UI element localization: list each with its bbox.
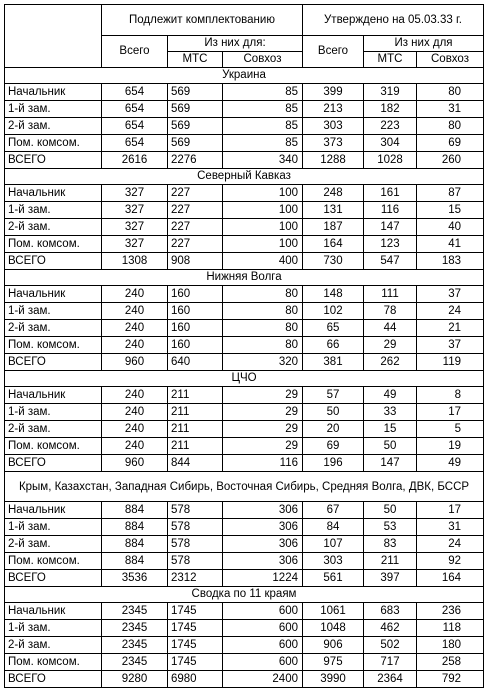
position-label: 1-й зам. bbox=[5, 620, 102, 637]
position-label: 2-й зам. bbox=[5, 536, 102, 553]
cell-approved-sovkhoz: 118 bbox=[417, 620, 484, 637]
cell-planned-sovkhoz: 29 bbox=[223, 387, 303, 404]
cell-approved-mts: 182 bbox=[364, 101, 417, 118]
position-label: 2-й зам. bbox=[5, 219, 102, 236]
cell-planned-mts: 578 bbox=[168, 536, 223, 553]
cell-approved-mts: 397 bbox=[364, 570, 417, 587]
cell-approved-total: 303 bbox=[303, 118, 364, 135]
region-header-row bbox=[5, 270, 484, 286]
cell-approved-mts: 147 bbox=[364, 219, 417, 236]
cell-approved-total: 164 bbox=[303, 236, 364, 253]
cell-planned-sovkhoz: 1224 bbox=[223, 570, 303, 587]
cell-approved-total: 65 bbox=[303, 320, 364, 337]
cell-approved-total: 303 bbox=[303, 553, 364, 570]
cell-approved-sovkhoz: 40 bbox=[417, 219, 484, 236]
position-label: Начальник bbox=[5, 185, 102, 202]
cell-approved-total: 373 bbox=[303, 135, 364, 152]
cell-planned-total: 240 bbox=[102, 303, 168, 320]
table-row bbox=[5, 320, 484, 337]
position-label: Пом. комсом. bbox=[5, 438, 102, 455]
cell-planned-mts: 844 bbox=[168, 455, 223, 472]
cell-approved-mts: 147 bbox=[364, 455, 417, 472]
cell-approved-sovkhoz: 24 bbox=[417, 303, 484, 320]
table-row bbox=[5, 152, 484, 169]
cell-approved-total: 906 bbox=[303, 637, 364, 654]
cell-planned-sovkhoz: 320 bbox=[223, 354, 303, 371]
cell-approved-total: 67 bbox=[303, 502, 364, 519]
cell-planned-sovkhoz: 85 bbox=[223, 135, 303, 152]
cell-planned-total: 884 bbox=[102, 536, 168, 553]
cell-planned-total: 240 bbox=[102, 387, 168, 404]
cell-planned-total: 3536 bbox=[102, 570, 168, 587]
cell-planned-sovkhoz: 306 bbox=[223, 536, 303, 553]
table-row bbox=[5, 637, 484, 654]
cell-planned-total: 654 bbox=[102, 135, 168, 152]
cell-approved-total: 20 bbox=[303, 421, 364, 438]
cell-planned-mts: 211 bbox=[168, 438, 223, 455]
cell-approved-mts: 33 bbox=[364, 404, 417, 421]
cell-planned-sovkhoz: 2400 bbox=[223, 671, 303, 688]
cell-planned-mts: 569 bbox=[168, 118, 223, 135]
table-row bbox=[5, 603, 484, 620]
cell-planned-sovkhoz: 116 bbox=[223, 455, 303, 472]
cell-planned-sovkhoz: 29 bbox=[223, 438, 303, 455]
cell-planned-mts: 211 bbox=[168, 421, 223, 438]
cell-approved-sovkhoz: 5 bbox=[417, 421, 484, 438]
cell-approved-sovkhoz: 49 bbox=[417, 455, 484, 472]
cell-approved-mts: 50 bbox=[364, 502, 417, 519]
cell-planned-total: 2345 bbox=[102, 637, 168, 654]
cell-planned-mts: 2312 bbox=[168, 570, 223, 587]
cell-planned-total: 240 bbox=[102, 337, 168, 354]
cell-approved-sovkhoz: 19 bbox=[417, 438, 484, 455]
cell-planned-sovkhoz: 80 bbox=[223, 303, 303, 320]
cell-approved-mts: 116 bbox=[364, 202, 417, 219]
cell-approved-total: 248 bbox=[303, 185, 364, 202]
cell-planned-total: 9280 bbox=[102, 671, 168, 688]
table-row bbox=[5, 455, 484, 472]
cell-approved-sovkhoz: 80 bbox=[417, 118, 484, 135]
cell-approved-mts: 83 bbox=[364, 536, 417, 553]
header-corner bbox=[5, 5, 102, 68]
cell-planned-total: 240 bbox=[102, 286, 168, 303]
cell-approved-mts: 44 bbox=[364, 320, 417, 337]
table-row bbox=[5, 253, 484, 270]
cell-planned-mts: 160 bbox=[168, 320, 223, 337]
cell-planned-mts: 578 bbox=[168, 519, 223, 536]
cell-planned-sovkhoz: 306 bbox=[223, 553, 303, 570]
cell-approved-mts: 304 bbox=[364, 135, 417, 152]
cell-approved-mts: 462 bbox=[364, 620, 417, 637]
position-label: 1-й зам. bbox=[5, 202, 102, 219]
header-planned-total: Всего bbox=[102, 36, 168, 68]
header-planned-sovkhoz: Совхоз bbox=[223, 52, 303, 68]
table-row bbox=[5, 202, 484, 219]
cell-planned-total: 2345 bbox=[102, 603, 168, 620]
cell-approved-mts: 502 bbox=[364, 637, 417, 654]
cell-planned-sovkhoz: 80 bbox=[223, 337, 303, 354]
cell-planned-total: 2616 bbox=[102, 152, 168, 169]
cell-planned-total: 240 bbox=[102, 320, 168, 337]
position-label: Начальник bbox=[5, 84, 102, 101]
table-row bbox=[5, 286, 484, 303]
position-label: 1-й зам. bbox=[5, 101, 102, 118]
cell-planned-sovkhoz: 85 bbox=[223, 84, 303, 101]
position-label: Начальник bbox=[5, 603, 102, 620]
cell-approved-mts: 15 bbox=[364, 421, 417, 438]
cell-planned-mts: 227 bbox=[168, 236, 223, 253]
cell-approved-sovkhoz: 180 bbox=[417, 637, 484, 654]
cell-planned-sovkhoz: 600 bbox=[223, 637, 303, 654]
cell-planned-mts: 160 bbox=[168, 286, 223, 303]
cell-approved-sovkhoz: 164 bbox=[417, 570, 484, 587]
position-label: 2-й зам. bbox=[5, 637, 102, 654]
table-row bbox=[5, 118, 484, 135]
region-name: Украина bbox=[5, 68, 484, 84]
cell-planned-mts: 2276 bbox=[168, 152, 223, 169]
cell-planned-sovkhoz: 29 bbox=[223, 421, 303, 438]
region-header-row bbox=[5, 169, 484, 185]
cell-approved-total: 399 bbox=[303, 84, 364, 101]
cell-approved-mts: 683 bbox=[364, 603, 417, 620]
cell-planned-total: 2345 bbox=[102, 620, 168, 637]
region-name: Крым, Казахстан, Западная Сибирь, Восточная Сибирь, Средняя Волга, ДВК, БССР bbox=[5, 472, 484, 502]
cell-approved-total: 187 bbox=[303, 219, 364, 236]
cell-planned-sovkhoz: 600 bbox=[223, 620, 303, 637]
cell-planned-mts: 578 bbox=[168, 553, 223, 570]
cell-approved-mts: 111 bbox=[364, 286, 417, 303]
cell-approved-mts: 262 bbox=[364, 354, 417, 371]
cell-approved-total: 131 bbox=[303, 202, 364, 219]
cell-planned-total: 327 bbox=[102, 185, 168, 202]
cell-approved-sovkhoz: 37 bbox=[417, 286, 484, 303]
table-row bbox=[5, 337, 484, 354]
cell-planned-sovkhoz: 80 bbox=[223, 320, 303, 337]
cell-planned-sovkhoz: 100 bbox=[223, 219, 303, 236]
cell-approved-mts: 50 bbox=[364, 438, 417, 455]
staffing-table bbox=[4, 4, 484, 688]
cell-planned-sovkhoz: 400 bbox=[223, 253, 303, 270]
cell-approved-mts: 1028 bbox=[364, 152, 417, 169]
cell-planned-mts: 908 bbox=[168, 253, 223, 270]
region-name: Северный Кавказ bbox=[5, 169, 484, 185]
cell-planned-total: 2345 bbox=[102, 654, 168, 671]
position-label: ВСЕГО bbox=[5, 253, 102, 270]
cell-planned-mts: 227 bbox=[168, 202, 223, 219]
header-approved-mts: МТС bbox=[364, 52, 417, 68]
cell-approved-sovkhoz: 21 bbox=[417, 320, 484, 337]
cell-approved-mts: 717 bbox=[364, 654, 417, 671]
cell-approved-mts: 223 bbox=[364, 118, 417, 135]
cell-approved-sovkhoz: 87 bbox=[417, 185, 484, 202]
region-name: Нижняя Волга bbox=[5, 270, 484, 286]
cell-planned-total: 240 bbox=[102, 404, 168, 421]
cell-approved-sovkhoz: 41 bbox=[417, 236, 484, 253]
cell-approved-total: 69 bbox=[303, 438, 364, 455]
cell-planned-sovkhoz: 306 bbox=[223, 519, 303, 536]
cell-approved-total: 381 bbox=[303, 354, 364, 371]
cell-approved-mts: 78 bbox=[364, 303, 417, 320]
cell-approved-sovkhoz: 236 bbox=[417, 603, 484, 620]
header-planned-mts: МТС bbox=[168, 52, 223, 68]
cell-approved-total: 730 bbox=[303, 253, 364, 270]
position-label: 1-й зам. bbox=[5, 404, 102, 421]
cell-planned-total: 884 bbox=[102, 553, 168, 570]
cell-planned-sovkhoz: 600 bbox=[223, 654, 303, 671]
cell-planned-mts: 569 bbox=[168, 135, 223, 152]
cell-approved-mts: 161 bbox=[364, 185, 417, 202]
cell-planned-mts: 578 bbox=[168, 502, 223, 519]
cell-approved-mts: 123 bbox=[364, 236, 417, 253]
cell-planned-sovkhoz: 85 bbox=[223, 118, 303, 135]
table-row bbox=[5, 671, 484, 688]
cell-approved-sovkhoz: 69 bbox=[417, 135, 484, 152]
cell-planned-mts: 160 bbox=[168, 303, 223, 320]
position-label: Пом. комсом. bbox=[5, 337, 102, 354]
region-name: ЦЧО bbox=[5, 371, 484, 387]
cell-approved-sovkhoz: 15 bbox=[417, 202, 484, 219]
cell-planned-sovkhoz: 600 bbox=[223, 603, 303, 620]
cell-planned-sovkhoz: 85 bbox=[223, 101, 303, 118]
cell-approved-sovkhoz: 119 bbox=[417, 354, 484, 371]
cell-planned-mts: 569 bbox=[168, 101, 223, 118]
cell-approved-sovkhoz: 8 bbox=[417, 387, 484, 404]
cell-approved-total: 148 bbox=[303, 286, 364, 303]
table-row bbox=[5, 536, 484, 553]
cell-approved-mts: 547 bbox=[364, 253, 417, 270]
table-row bbox=[5, 236, 484, 253]
position-label: Пом. комсом. bbox=[5, 553, 102, 570]
cell-approved-sovkhoz: 17 bbox=[417, 404, 484, 421]
cell-approved-sovkhoz: 92 bbox=[417, 553, 484, 570]
cell-planned-total: 240 bbox=[102, 421, 168, 438]
cell-approved-mts: 29 bbox=[364, 337, 417, 354]
cell-planned-mts: 1745 bbox=[168, 620, 223, 637]
header-approved: Утверждено на 05.03.33 г. bbox=[303, 5, 484, 36]
cell-approved-sovkhoz: 183 bbox=[417, 253, 484, 270]
position-label: ВСЕГО bbox=[5, 570, 102, 587]
position-label: Начальник bbox=[5, 286, 102, 303]
cell-approved-sovkhoz: 31 bbox=[417, 101, 484, 118]
cell-approved-sovkhoz: 792 bbox=[417, 671, 484, 688]
cell-planned-mts: 211 bbox=[168, 387, 223, 404]
cell-planned-total: 884 bbox=[102, 502, 168, 519]
cell-approved-sovkhoz: 260 bbox=[417, 152, 484, 169]
cell-approved-total: 102 bbox=[303, 303, 364, 320]
cell-planned-mts: 1745 bbox=[168, 603, 223, 620]
region-name: Сводка по 11 краям bbox=[5, 587, 484, 603]
cell-approved-mts: 319 bbox=[364, 84, 417, 101]
table-row bbox=[5, 570, 484, 587]
region-header-row bbox=[5, 472, 484, 502]
table-row bbox=[5, 354, 484, 371]
cell-approved-total: 213 bbox=[303, 101, 364, 118]
cell-planned-total: 654 bbox=[102, 84, 168, 101]
cell-planned-total: 960 bbox=[102, 455, 168, 472]
cell-planned-total: 1308 bbox=[102, 253, 168, 270]
position-label: 2-й зам. bbox=[5, 320, 102, 337]
cell-approved-total: 975 bbox=[303, 654, 364, 671]
cell-planned-sovkhoz: 80 bbox=[223, 286, 303, 303]
cell-approved-total: 50 bbox=[303, 404, 364, 421]
table-row bbox=[5, 101, 484, 118]
cell-planned-sovkhoz: 340 bbox=[223, 152, 303, 169]
table-row bbox=[5, 502, 484, 519]
cell-planned-mts: 640 bbox=[168, 354, 223, 371]
position-label: 1-й зам. bbox=[5, 303, 102, 320]
cell-approved-total: 3990 bbox=[303, 671, 364, 688]
cell-approved-sovkhoz: 80 bbox=[417, 84, 484, 101]
cell-planned-total: 884 bbox=[102, 519, 168, 536]
cell-planned-total: 240 bbox=[102, 438, 168, 455]
table-row bbox=[5, 654, 484, 671]
cell-approved-sovkhoz: 24 bbox=[417, 536, 484, 553]
cell-planned-mts: 1745 bbox=[168, 654, 223, 671]
cell-approved-total: 84 bbox=[303, 519, 364, 536]
header-approved-total: Всего bbox=[303, 36, 364, 68]
table-row bbox=[5, 135, 484, 152]
table-row bbox=[5, 421, 484, 438]
header-approved-sovkhoz: Совхоз bbox=[417, 52, 484, 68]
cell-planned-mts: 1745 bbox=[168, 637, 223, 654]
table-row bbox=[5, 620, 484, 637]
position-label: Начальник bbox=[5, 502, 102, 519]
region-header-row bbox=[5, 68, 484, 84]
cell-planned-total: 654 bbox=[102, 118, 168, 135]
position-label: Пом. комсом. bbox=[5, 654, 102, 671]
table-row bbox=[5, 303, 484, 320]
header-planned-of-them: Из них для: bbox=[168, 36, 303, 52]
cell-planned-mts: 6980 bbox=[168, 671, 223, 688]
cell-planned-mts: 227 bbox=[168, 185, 223, 202]
position-label: Пом. комсом. bbox=[5, 236, 102, 253]
header-approved-of-them: Из них для bbox=[364, 36, 484, 52]
table-row bbox=[5, 185, 484, 202]
cell-approved-sovkhoz: 37 bbox=[417, 337, 484, 354]
cell-planned-mts: 211 bbox=[168, 404, 223, 421]
cell-approved-total: 57 bbox=[303, 387, 364, 404]
header-planned: Подлежит комплектованию bbox=[102, 5, 303, 36]
cell-approved-total: 1048 bbox=[303, 620, 364, 637]
table-row bbox=[5, 387, 484, 404]
cell-approved-total: 1288 bbox=[303, 152, 364, 169]
position-label: 2-й зам. bbox=[5, 118, 102, 135]
cell-planned-total: 327 bbox=[102, 219, 168, 236]
table-body bbox=[5, 68, 484, 688]
cell-planned-sovkhoz: 29 bbox=[223, 404, 303, 421]
position-label: Начальник bbox=[5, 387, 102, 404]
cell-approved-total: 561 bbox=[303, 570, 364, 587]
cell-approved-total: 196 bbox=[303, 455, 364, 472]
cell-approved-total: 66 bbox=[303, 337, 364, 354]
position-label: 1-й зам. bbox=[5, 519, 102, 536]
cell-planned-mts: 569 bbox=[168, 84, 223, 101]
cell-planned-sovkhoz: 100 bbox=[223, 202, 303, 219]
cell-approved-mts: 211 bbox=[364, 553, 417, 570]
table-row bbox=[5, 84, 484, 101]
table-row bbox=[5, 219, 484, 236]
table-row bbox=[5, 438, 484, 455]
cell-approved-total: 1061 bbox=[303, 603, 364, 620]
position-label: ВСЕГО bbox=[5, 455, 102, 472]
position-label: ВСЕГО bbox=[5, 152, 102, 169]
cell-planned-mts: 160 bbox=[168, 337, 223, 354]
cell-approved-sovkhoz: 31 bbox=[417, 519, 484, 536]
cell-planned-total: 654 bbox=[102, 101, 168, 118]
cell-approved-mts: 49 bbox=[364, 387, 417, 404]
region-header-row bbox=[5, 587, 484, 603]
cell-planned-total: 327 bbox=[102, 236, 168, 253]
cell-planned-sovkhoz: 100 bbox=[223, 236, 303, 253]
region-header-row bbox=[5, 371, 484, 387]
cell-approved-sovkhoz: 17 bbox=[417, 502, 484, 519]
cell-planned-sovkhoz: 100 bbox=[223, 185, 303, 202]
cell-approved-mts: 2364 bbox=[364, 671, 417, 688]
position-label: Пом. комсом. bbox=[5, 135, 102, 152]
position-label: ВСЕГО bbox=[5, 354, 102, 371]
cell-planned-sovkhoz: 306 bbox=[223, 502, 303, 519]
cell-planned-mts: 227 bbox=[168, 219, 223, 236]
table-row bbox=[5, 519, 484, 536]
position-label: 2-й зам. bbox=[5, 421, 102, 438]
table-row bbox=[5, 404, 484, 421]
cell-approved-mts: 53 bbox=[364, 519, 417, 536]
table-row bbox=[5, 553, 484, 570]
cell-approved-total: 107 bbox=[303, 536, 364, 553]
position-label: ВСЕГО bbox=[5, 671, 102, 688]
cell-planned-total: 327 bbox=[102, 202, 168, 219]
cell-approved-sovkhoz: 258 bbox=[417, 654, 484, 671]
cell-planned-total: 960 bbox=[102, 354, 168, 371]
